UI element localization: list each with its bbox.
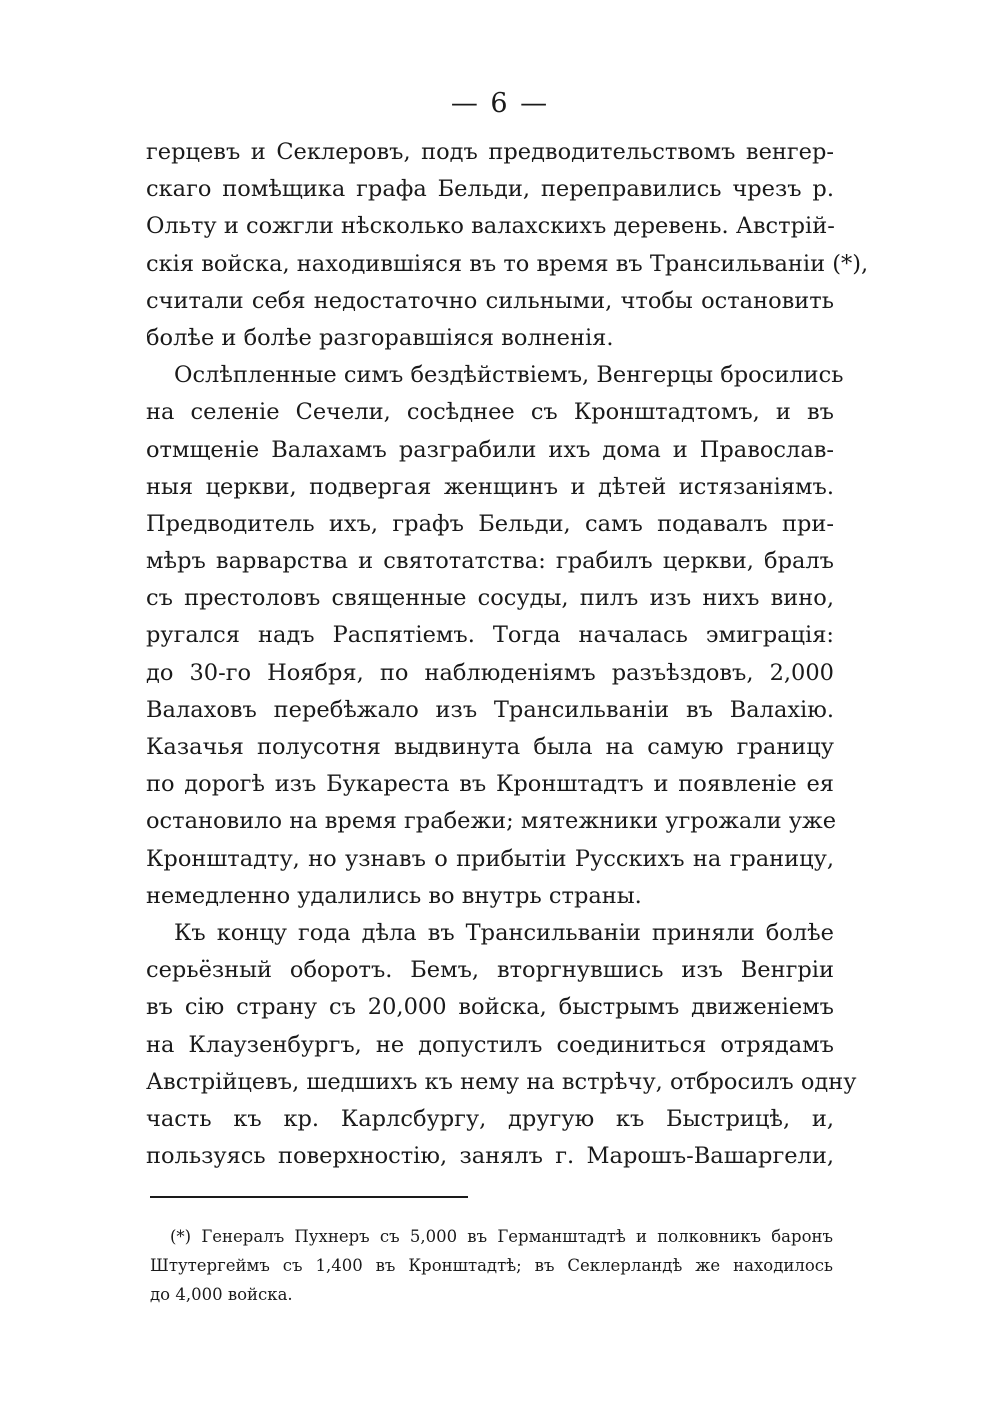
- text-line: герцевъ и Секлеровъ, подъ предводительствомъ венгер-: [146, 139, 834, 165]
- text-line: Кронштадту, но узнавъ о прибытiи Русскихъ на границу,: [146, 845, 834, 872]
- text-line: скiя войска, находившiяся въ то время въ Трансильванiи (*),: [146, 250, 869, 277]
- main-text: [146, 134, 869, 1175]
- text-line: Казачья полусотня выдвинута была на самую границу: [146, 734, 834, 760]
- text-line: Австрiйцевъ, шедшихъ къ нему на встрѣчу, отбросилъ одну: [146, 1068, 857, 1095]
- footnote-line: до 4,000 войска.: [150, 1285, 293, 1304]
- paragraph-start-line: Ослѣпленные симъ бездѣйствiемъ, Венгерцы бросились: [174, 362, 844, 389]
- text-line: болѣе и болѣе разгоравшiяся волненiя.: [146, 324, 614, 351]
- footnote-divider: [150, 1196, 468, 1198]
- text-line: остановило на время грабежи; мятежники угрожали уже: [146, 808, 837, 835]
- paragraph-start-line: Къ концу года дѣла въ Трансильванiи приняли болѣе: [174, 919, 834, 946]
- text-line: ныя церкви, подвергая женщинъ и дѣтей истязанiямъ.: [146, 473, 834, 500]
- page-number: — 6 —: [450, 88, 550, 119]
- footnote-line: (*) Генералъ Пухнеръ съ 5,000 въ Германштадтѣ и полковникъ баронъ: [170, 1227, 833, 1246]
- text-line: мѣръ варварства и святотатства: грабилъ церкви, бралъ: [146, 548, 834, 575]
- text-line: на селенiе Сечели, сосѣднее съ Кронштадтомъ, и въ: [146, 399, 834, 426]
- text-line: часть къ кр. Карлсбургу, другую къ Быстрицѣ, и,: [146, 1105, 834, 1132]
- text-line: Ольту и сожгли нѣсколько валахскихъ деревень. Австрiй-: [146, 213, 835, 240]
- footnote: [150, 1222, 833, 1309]
- text-line: на Клаузенбургъ, не допустилъ соединиться отрядамъ: [146, 1031, 834, 1058]
- text-line: отмщенiе Валахамъ разграбили ихъ дома и Православ-: [146, 436, 834, 463]
- text-line: считали себя недостаточно сильными, чтобы остановить: [146, 287, 834, 314]
- text-line: ругался надъ Распятiемъ. Тогда началась эмиграцiя:: [146, 622, 834, 649]
- text-line: Предводитель ихъ, графъ Бельди, самъ подавалъ при-: [146, 510, 834, 537]
- text-line: съ престоловъ священные сосуды, пилъ изъ нихъ вино,: [146, 585, 834, 612]
- text-line: немедленно удалились во внутрь страны.: [146, 882, 642, 909]
- text-line: по дорогѣ изъ Букареста въ Кронштадтъ и появленiе ея: [146, 771, 834, 798]
- text-line: въ сiю страну съ 20,000 войска, быстрымъ движенiемъ: [146, 994, 834, 1021]
- text-line: серьёзный оборотъ. Бемъ, вторгнувшись изъ Венгрiи: [146, 957, 834, 984]
- footnote-line: Штутергеймъ съ 1,400 въ Кронштадтѣ; въ Секлерландѣ же находилось: [150, 1256, 833, 1275]
- text-line: пользуясь поверхностiю, занялъ г. Марошъ-Вашаргели,: [146, 1143, 834, 1170]
- text-line: Валаховъ перебѣжало изъ Трансильванiи въ Валахiю.: [146, 696, 834, 723]
- text-line: скаго помѣщика графа Бельди, переправились чрезъ р.: [146, 176, 834, 203]
- text-line: до 30-го Ноября, по наблюденiямъ разъѣздовъ, 2,000: [146, 659, 834, 686]
